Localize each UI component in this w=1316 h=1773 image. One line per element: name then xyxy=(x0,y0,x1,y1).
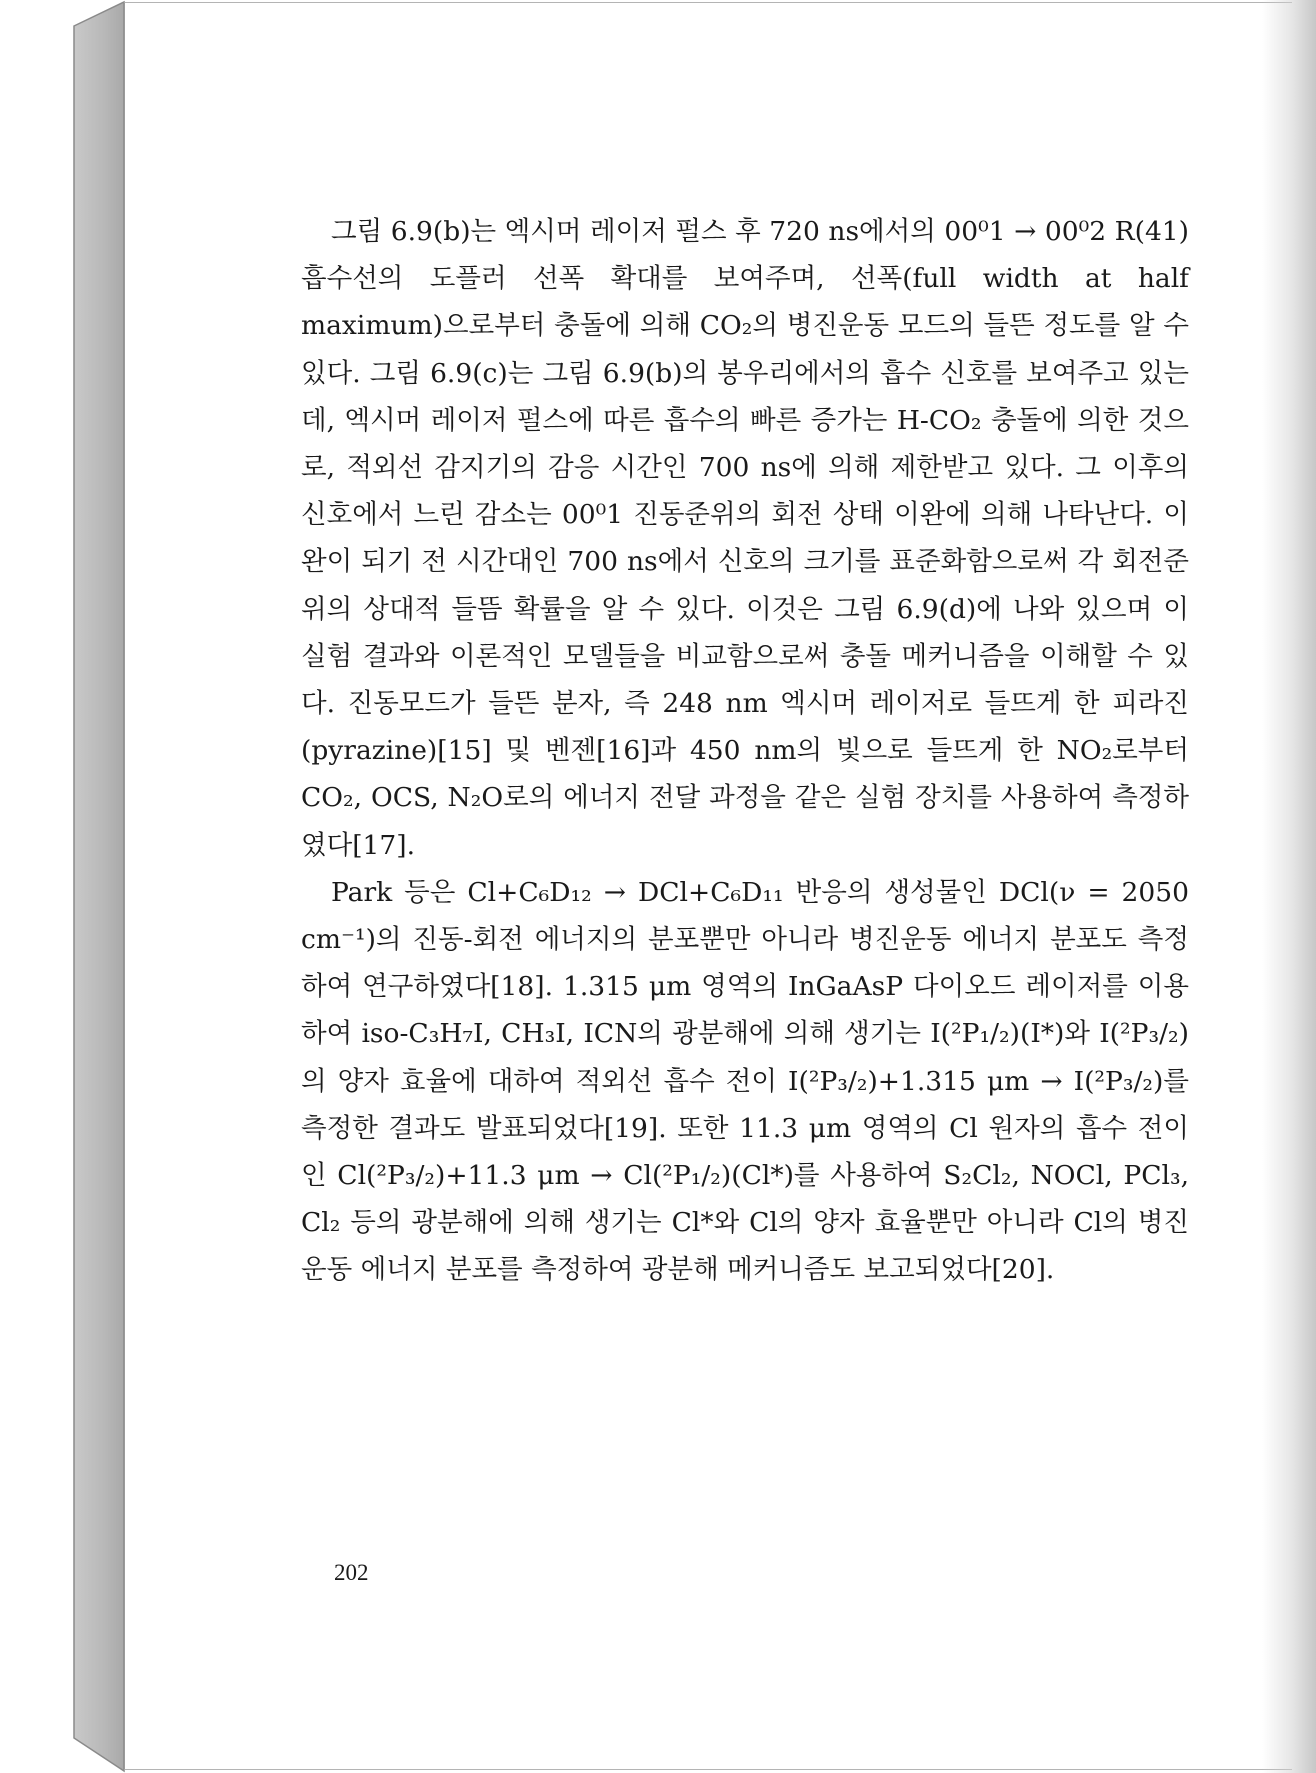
page-edge-shadow xyxy=(1262,0,1316,1773)
paragraph-2: Park 등은 Cl+C₆D₁₂ → DCl+C₆D₁₁ 반응의 생성물인 DCl(ν = 2050 cm⁻¹)의 진동-회전 에너지의 분포뿐만 아니라 병진운동 에너지 분포도 측정하여 연구하였다[18]. 1.315 μm 영역의 InGaAsP 다이오드 레이저를 이용하여 iso-C₃H₇I, CH₃I, ICN의 광분해에 의해 생기는 I(²P₁/₂)(I*)와 I(²P₃/₂)의 양자 효율에 대하여 적외선 흡수 전이 I(²P₃/₂)+1.315 μm → I(²P₃/₂)를 측정한 결과도 발표되었다[19]. 또한 11.3 μm 영역의 Cl 원자의 흡수 전이인 Cl(²P₃/₂)+11.3 μm → Cl(²P₁/₂)(Cl*)를 사용하여 S₂Cl₂, NOCl, PCl₃, Cl₂ 등의 광분해에 의해 생기는 Cl*와 Cl의 양자 효율뿐만 아니라 Cl의 병진운동 에너지 분포를 측정하여 광분해 메커니즘도 보고되었다[20]. xyxy=(301,876,1189,1286)
paragraph-1: 그림 6.9(b)는 엑시머 레이저 펄스 후 720 ns에서의 00⁰1 → 00⁰2 R(41) 흡수선의 도플러 선폭 확대를 보여주며, 선폭(full width at half maximum)으로부터 충돌에 의해 CO₂의 병진운동 모드의 들뜬 정도를 알 수 있다. 그림 6.9(c)는 그림 6.9(b)의 봉우리에서의 흡수 신호를 보여주고 있는데, 엑시머 레이저 펄스에 따른 흡수의 빠른 증가는 H-CO₂ 충돌에 의한 것으로, 적외선 감지기의 감응 시간인 700 ns에 의해 제한받고 있다. 그 이후의 신호에서 느린 감소는 00⁰1 진동준위의 회전 상태 이완에 의해 나타난다. 이완이 되기 전 시간대인 700 ns에서 신호의 크기를 표준화함으로써 각 회전준위의 상대적 들뜸 확률을 알 수 있다. 이것은 그림 6.9(d)에 나와 있으며 이 실험 결과와 이론적인 모델들을 비교함으로써 충돌 메커니즘을 이해할 수 있다. 진동모드가 들뜬 분자, 즉 248 nm 엑시머 레이저로 들뜨게 한 피라진(pyrazine)[15] 및 벤젠[16]과 450 nm의 빛으로 들뜨게 한 NO₂로부터 CO₂, OCS, N₂O로의 에너지 전달 과정을 같은 실험 장치를 사용하여 측정하였다[17]. xyxy=(301,216,1189,861)
page-number: 202 xyxy=(334,1560,369,1585)
book-spine xyxy=(0,0,130,1773)
body-text xyxy=(301,208,1189,1294)
